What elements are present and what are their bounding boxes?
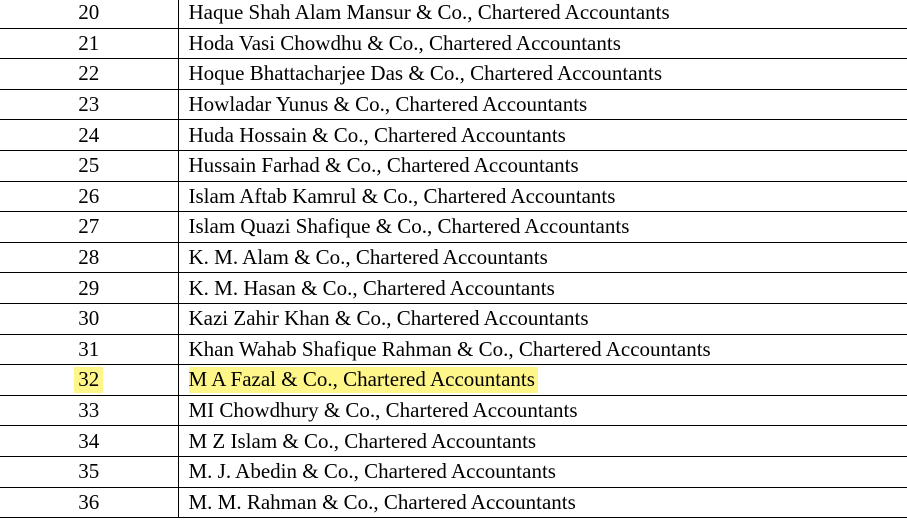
table-row	[0, 426, 907, 457]
firm-name: K. M. Alam & Co., Chartered Accountants	[188, 245, 548, 270]
firm-name-cell	[178, 181, 907, 212]
serial-number: 22	[78, 61, 100, 86]
serial-number-cell	[0, 487, 178, 518]
table-row	[0, 273, 907, 304]
firm-name-cell	[178, 273, 907, 304]
firm-name: Hoda Vasi Chowdhu & Co., Chartered Accountants	[188, 30, 621, 55]
table-row	[0, 59, 907, 90]
serial-number: 21	[78, 30, 100, 55]
serial-number-cell	[0, 0, 178, 28]
serial-number-cell	[0, 395, 178, 426]
firm-name-cell	[178, 150, 907, 181]
firm-name-cell	[178, 89, 907, 120]
firm-name-cell	[178, 395, 907, 426]
firm-name-cell	[178, 365, 907, 396]
table-row	[0, 365, 907, 396]
firm-name-cell	[178, 487, 907, 518]
serial-number: 32	[74, 367, 103, 393]
firm-name: M Z Islam & Co., Chartered Accountants	[188, 428, 537, 453]
table-row	[0, 303, 907, 334]
serial-number-cell	[0, 273, 178, 304]
table-row	[0, 181, 907, 212]
firm-name: Haque Shah Alam Mansur & Co., Chartered Accountants	[188, 0, 670, 25]
table-row	[0, 0, 907, 28]
serial-number-cell	[0, 334, 178, 365]
firm-name: M. M. Rahman & Co., Chartered Accountants	[188, 489, 576, 514]
table-row	[0, 212, 907, 243]
firm-name: M A Fazal & Co., Chartered Accountants	[189, 367, 538, 393]
firm-name: Khan Wahab Shafique Rahman & Co., Chartered Accountants	[188, 336, 711, 361]
firm-name-cell	[178, 334, 907, 365]
table-row	[0, 150, 907, 181]
firm-name: M. J. Abedin & Co., Chartered Accountants	[188, 459, 556, 484]
serial-number: 26	[78, 183, 100, 208]
serial-number: 27	[78, 214, 100, 239]
firm-name-cell	[178, 303, 907, 334]
serial-number: 33	[78, 398, 100, 423]
serial-number: 25	[78, 153, 100, 178]
serial-number: 20	[78, 0, 100, 25]
firm-name: Islam Aftab Kamrul & Co., Chartered Accountants	[188, 183, 616, 208]
firm-name: Islam Quazi Shafique & Co., Chartered Accountants	[188, 214, 630, 239]
serial-number: 30	[78, 306, 100, 331]
serial-number: 31	[78, 336, 100, 361]
firm-name-cell	[178, 28, 907, 59]
serial-number-cell	[0, 242, 178, 273]
firm-name-cell	[178, 59, 907, 90]
serial-number-cell	[0, 181, 178, 212]
firm-name: Howladar Yunus & Co., Chartered Accountants	[188, 92, 588, 117]
serial-number: 34	[78, 428, 100, 453]
table-row	[0, 395, 907, 426]
serial-number-cell	[0, 303, 178, 334]
serial-number-cell	[0, 426, 178, 457]
firm-name: Hoque Bhattacharjee Das & Co., Chartered Accountants	[188, 61, 663, 86]
firm-name-cell	[178, 212, 907, 243]
serial-number-cell	[0, 456, 178, 487]
firm-name-cell	[178, 426, 907, 457]
serial-number: 36	[78, 489, 100, 514]
table-row	[0, 120, 907, 151]
serial-number-cell	[0, 365, 178, 396]
firm-name: K. M. Hasan & Co., Chartered Accountants	[188, 275, 555, 300]
serial-number-cell	[0, 212, 178, 243]
serial-number-cell	[0, 28, 178, 59]
serial-number: 28	[78, 245, 100, 270]
serial-number: 23	[78, 92, 100, 117]
table-row	[0, 89, 907, 120]
firm-name: Huda Hossain & Co., Chartered Accountants	[188, 122, 566, 147]
firm-name: Hussain Farhad & Co., Chartered Accountants	[188, 153, 579, 178]
firm-name: MI Chowdhury & Co., Chartered Accountants	[188, 398, 578, 423]
table-row	[0, 487, 907, 518]
table-row	[0, 28, 907, 59]
table-row	[0, 242, 907, 273]
firm-name-cell	[178, 0, 907, 28]
firm-name: Kazi Zahir Khan & Co., Chartered Accountants	[188, 306, 589, 331]
firm-name-cell	[178, 242, 907, 273]
serial-number: 35	[78, 459, 100, 484]
table-row	[0, 334, 907, 365]
serial-number-cell	[0, 120, 178, 151]
serial-number: 29	[78, 275, 100, 300]
serial-number: 24	[78, 122, 100, 147]
serial-number-cell	[0, 89, 178, 120]
firm-name-cell	[178, 120, 907, 151]
serial-number-cell	[0, 150, 178, 181]
table-row	[0, 456, 907, 487]
serial-number-cell	[0, 59, 178, 90]
firm-name-cell	[178, 456, 907, 487]
